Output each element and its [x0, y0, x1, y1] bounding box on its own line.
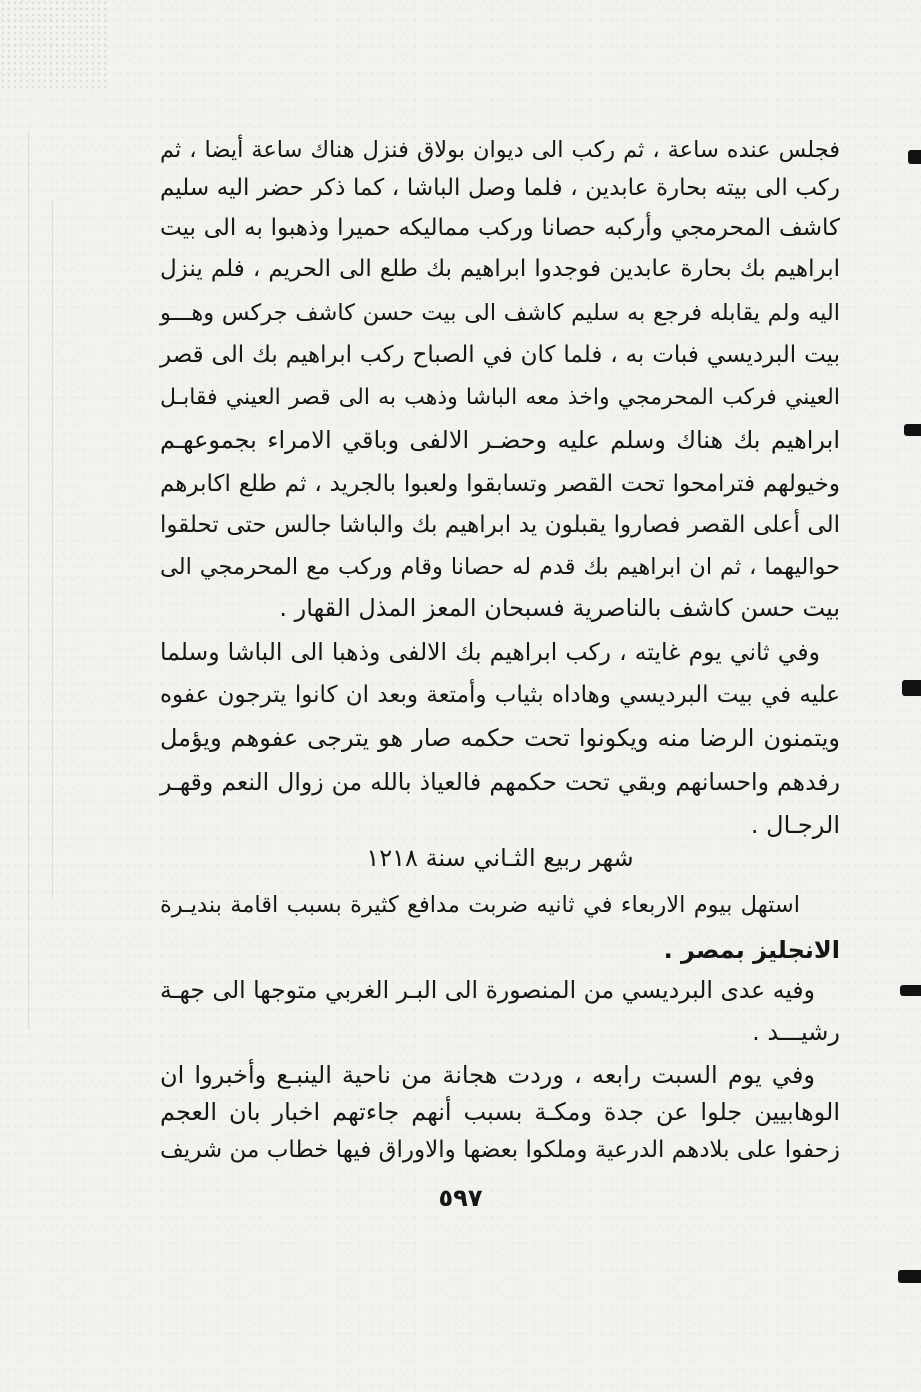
paragraph-first-line: وفي ثاني يوم غايته ، ركب ابراهيم بك الالفى وذهبا الى الباشا وسلما: [160, 638, 820, 666]
paragraph-first-line: وفيه عدى البرديسي من المنصورة الى البـر الغربي متوجها الى جهـة: [160, 976, 815, 1004]
text-line: ويتمنون الرضا منه ويكونوا تحت حكمه صار هو يترجى عفوهم ويؤمل: [160, 724, 840, 752]
text-line: العيني فركب المحرمجي واخذ معه الباشا وذهب به الى قصر العيني فقابـل: [160, 385, 840, 410]
text-line: اليه ولم يقابله فرجع به سليم كاشف الى بيت حسن كاشف جركس وهـــو: [160, 300, 840, 326]
text-line: بيت البرديسي فبات به ، فلما كان في الصباح ركب ابراهيم بك الى قصر: [160, 342, 840, 368]
text-line: بيت حسن كاشف بالناصرية فسبحان المعز المذل القهار .: [279, 594, 840, 622]
text-line: وخيولهم فترامحوا تحت القصر وتسابقوا ولعبوا بالجريد ، ثم طلع اكابرهم: [160, 471, 840, 497]
section-heading: شهر ربيع الثـاني سنة ١٢١٨: [366, 844, 634, 872]
edge-ink-mark: [904, 424, 921, 436]
edge-ink-mark: [898, 1270, 921, 1283]
page-number: ٥٩٧: [438, 1184, 483, 1212]
text-line: زحفوا على بلادهم الدرعية وملكوا بعضها والاوراق فيها خطاب من شريف: [160, 1137, 840, 1163]
text-line: حواليهما ، ثم ان ابراهيم بك قدم له حصانا وقام وركب مع المحرمجي الى: [160, 554, 840, 580]
text-line: الانجليز بمصر .: [663, 936, 840, 964]
text-line: ركب الى بيته بحارة عابدين ، فلما وصل الباشا ، كما ذكر حضر اليه سليم: [160, 175, 840, 201]
scan-noise: [0, 0, 110, 90]
edge-ink-mark: [902, 680, 921, 696]
text-line: رشيـــد .: [752, 1018, 840, 1046]
edge-ink-mark: [900, 985, 921, 996]
scan-artifact-line: [52, 200, 53, 900]
text-line: رفدهم واحسانهم وبقي تحت حكمهم فالعياذ بالله من زوال النعم وقهـر: [160, 768, 840, 796]
text-line: الى أعلى القصر فصاروا يقبلون يد ابراهيم بك والباشا جالس حتى تحلقوا: [160, 512, 840, 538]
text-line: الرجـال .: [750, 811, 840, 839]
edge-ink-mark: [908, 150, 921, 164]
text-line: عليه في بيت البرديسي وهاداه بثياب وأمتعة وبعد ان كانوا يترجون عفوه: [160, 682, 840, 708]
paragraph-first-line: استهل بيوم الاربعاء في ثانيه ضربت مدافع كثيرة بسبب اقامة بنديـرة: [160, 892, 800, 918]
paragraph-first-line: وفي يوم السبت رابعه ، وردت هجانة من ناحية الينبـع وأخبروا ان: [160, 1061, 815, 1089]
text-line: فجلس عنده ساعة ، ثم ركب الى ديوان بولاق فنزل هناك ساعة أيضا ، ثم: [160, 137, 840, 163]
scan-artifact-line: [28, 130, 29, 1030]
text-line: كاشف المحرمجي وأركبه حصانا وركب مماليكه حميرا وذهبوا به الى بيت: [160, 215, 840, 241]
text-line: ابراهيم بك هناك وسلم عليه وحضـر الالفى وباقي الامراء بجموعهـم: [160, 426, 840, 454]
text-line: الوهابيين جلوا عن جدة ومكـة بسبب أنهم جاءتهم اخبار بان العجم: [160, 1098, 840, 1126]
text-line: ابراهيم بك بحارة عابدين فوجدوا ابراهيم بك طلع الى الحريم ، فلم ينزل: [160, 256, 840, 282]
